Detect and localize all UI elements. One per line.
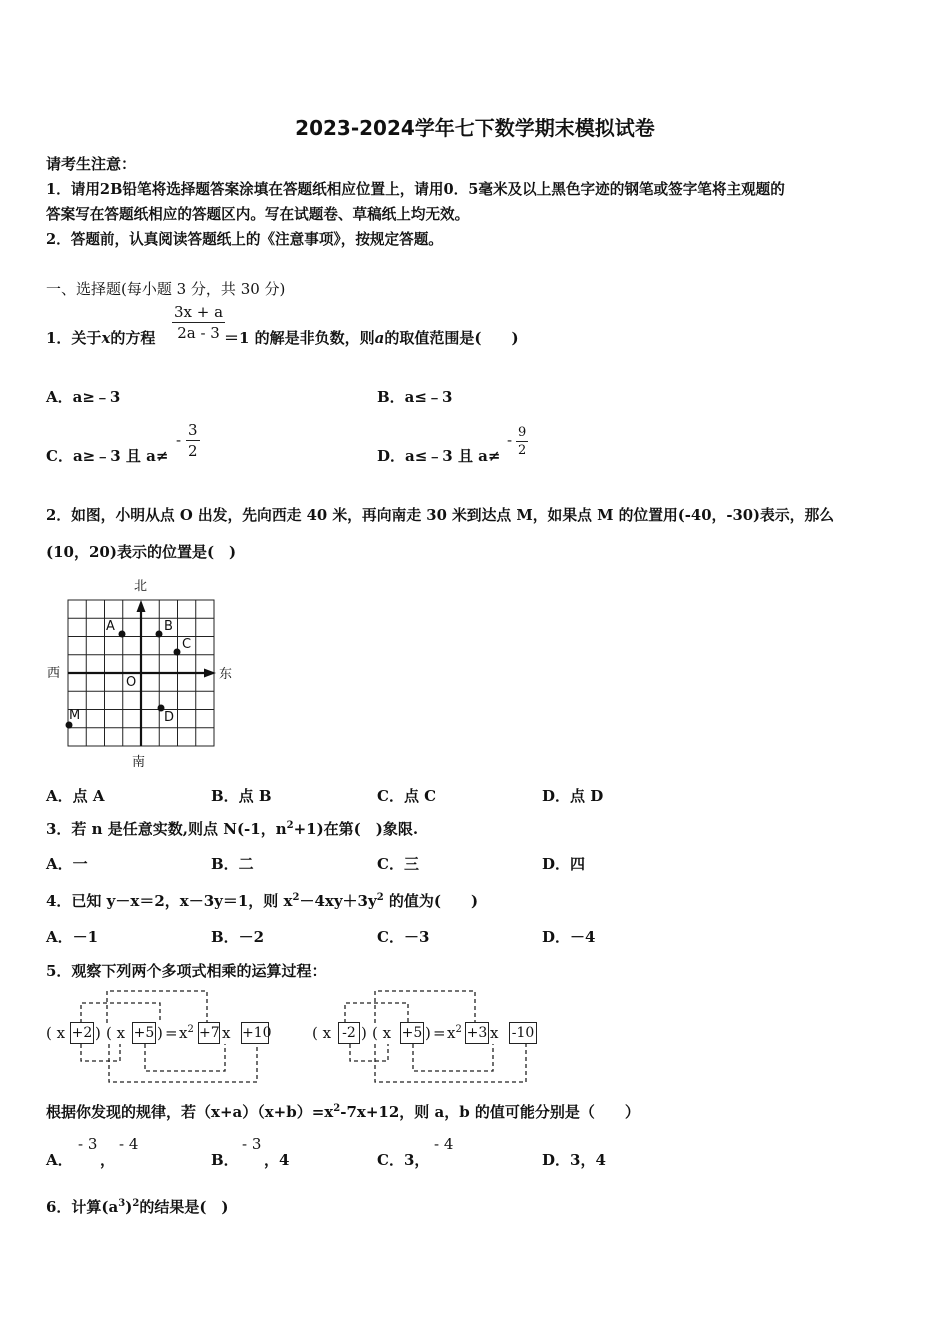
q5-option-b-label[interactable]: B． [211, 1151, 239, 1169]
label-o: O [126, 675, 137, 690]
q5-stem: 5．观察下列两个多项式相乘的运算过程： [46, 962, 327, 980]
label-north: 北 [134, 579, 148, 594]
notice-line2: 2．答题前，认真阅读答题纸上的《注意事项》，按规定答题。 [46, 231, 443, 248]
label-east: 东 [219, 667, 233, 682]
q5-option-a-label[interactable]: A． [46, 1151, 73, 1169]
q5-left-box3: +7 [198, 1022, 220, 1044]
q2-stem-line2: (10，20)表示的位置是( ) [46, 543, 237, 561]
q5-right-box3: +3 [465, 1022, 489, 1044]
q5-rule: 根据你发现的规律，若$(x+a)(x+b)=x^2-7x+12$，则 a，b 的值可能分别是（ ） [46, 1103, 640, 1121]
q5-option-d[interactable]: D．3，4 [542, 1151, 606, 1169]
point-c [174, 649, 181, 656]
q5-left-open2: ( x [106, 1024, 126, 1042]
q5-right-close2: ) [425, 1024, 431, 1042]
q2-stem-line1: 2．如图，小明从点 O 出发，先向西走 40 米，再向南走 30 米到达点 M，如果点 M 的位置用(-40，-30)表示，那么 [46, 507, 835, 524]
label-d: D [164, 710, 175, 725]
point-b [156, 631, 163, 638]
q3-stem: 3．若 n 是任意实数,则点 N(-1，$n^2+1$)在第( )象限. [46, 820, 419, 838]
q5-option-c-v2: - 4 [434, 1135, 454, 1153]
q4-stem: 4．已知 y－x＝2，x－3y＝1，则 $x^2-4xy+3y^2$ 的值为( ) [46, 892, 479, 910]
point-a [119, 631, 126, 638]
label-west: 西 [47, 666, 61, 681]
page-title: 2023-2024学年七下数学期末模拟试卷 [295, 116, 655, 140]
q1-c-fraction: $\frac{3}{2}$ [188, 421, 198, 460]
q5-right-box4: -10 [509, 1022, 537, 1044]
notice-heading: 请考生注意： [46, 155, 137, 173]
q5-right-open2: ( x [372, 1024, 392, 1042]
label-south: 南 [132, 755, 146, 770]
q2-coordinate-figure [44, 572, 244, 772]
q1-c-neg: - [176, 431, 182, 449]
q2-option-d[interactable]: D．点 D [542, 787, 604, 805]
q5-option-a-v2: - 4 [119, 1135, 139, 1153]
q5-left-open1: ( x [46, 1024, 66, 1042]
q5-right-close1: ) [361, 1024, 367, 1042]
q4-option-b[interactable]: B．－2 [211, 928, 265, 946]
label-c: C [182, 637, 192, 652]
q3-option-d[interactable]: D．四 [542, 855, 586, 873]
q1-option-c[interactable]: C．a≥﹣3 且 a≠ [46, 447, 169, 465]
q1-option-d[interactable]: D．a≤﹣3 且 a≠ [377, 447, 501, 465]
q5-right-x2: $x^2$ [447, 1024, 462, 1042]
q1-option-b[interactable]: B．a≤﹣3 [377, 388, 453, 406]
q1-d-neg: - [507, 431, 513, 449]
q6-stem: 6．计算$(a^3)^2$的结果是( ) [46, 1198, 229, 1216]
q5-left-close1: ) [95, 1024, 101, 1042]
q3-option-a[interactable]: A．一 [46, 855, 88, 873]
q5-right-x: x [490, 1024, 499, 1042]
q3-option-c[interactable]: C．三 [377, 855, 419, 873]
notice-line1b: 答案写在答题纸相应的答题区内。写在试题卷、草稿纸上均无效。 [46, 206, 470, 223]
q1-option-a[interactable]: A．a≥﹣3 [46, 388, 121, 406]
label-a: A [106, 619, 115, 634]
q5-right-eq: = [433, 1024, 446, 1042]
q5-left-box2: +5 [132, 1022, 156, 1044]
q1-stem-end: ＝1 的解是非负数，则a的取值范围是( ) [224, 329, 519, 347]
q2-option-c[interactable]: C．点 C [377, 787, 437, 805]
q5-right-box2: +5 [400, 1022, 424, 1044]
q5-option-a-v1: - 3 [78, 1135, 98, 1153]
q4-option-d[interactable]: D．－4 [542, 928, 596, 946]
q5-left-x: x [222, 1024, 231, 1042]
q5-option-a-sep: ， [100, 1151, 116, 1169]
q5-option-b-v1: - 3 [242, 1135, 262, 1153]
q5-option-c-label[interactable]: C．3， [377, 1151, 430, 1169]
section-heading: 一、选择题(每小题 3 分，共 30 分) [46, 280, 286, 298]
q5-left-box1: +2 [70, 1022, 94, 1044]
q5-left-box4: +10 [241, 1022, 269, 1044]
q3-option-b[interactable]: B．二 [211, 855, 254, 873]
notice-line1a: 1．请用2B铅笔将选择题答案涂填在答题纸相应位置上，请用0．5毫米及以上黑色字迹的钢笔或签字笔将主观题的 [46, 181, 785, 198]
q4-option-c[interactable]: C．－3 [377, 928, 430, 946]
q5-left-eq: = [165, 1024, 178, 1042]
q1-fraction: $\frac{3x + a}{2a - 3}$ [174, 303, 224, 342]
q1-stem: 1．关于x的方程 [46, 329, 156, 347]
q2-option-a[interactable]: A．点 A [46, 787, 105, 805]
q5-left-close2: ) [157, 1024, 163, 1042]
q5-right-box1: -2 [338, 1022, 360, 1044]
q4-option-a[interactable]: A．－1 [46, 928, 99, 946]
label-b: B [164, 619, 173, 634]
q5-left-x2: $x^2$ [179, 1024, 194, 1042]
label-m: M [69, 708, 81, 723]
q2-option-b[interactable]: B．点 B [211, 787, 272, 805]
q1-d-fraction: $\frac{9}{2}$ [518, 425, 527, 458]
q5-right-open1: ( x [312, 1024, 332, 1042]
q5-option-b-sep: ，4 [264, 1151, 290, 1169]
